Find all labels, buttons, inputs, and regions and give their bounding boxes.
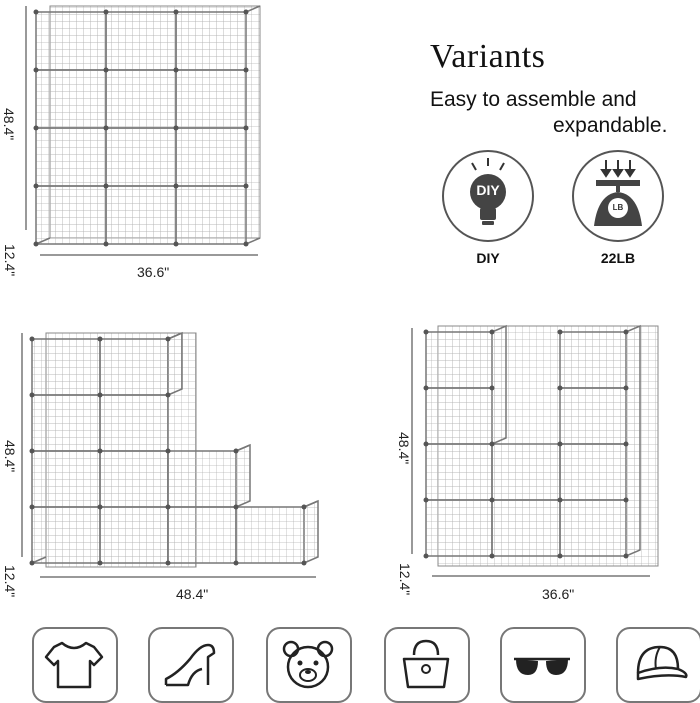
weight-scale-icon (572, 150, 664, 242)
high-heel-icon (148, 627, 234, 703)
weight-badge: LB (612, 203, 624, 212)
diy-bulb-icon (442, 150, 534, 242)
feature-diy (438, 150, 538, 266)
teddy-bear-icon (266, 627, 352, 703)
variant-12-cube-height: 48.4" (1, 108, 17, 141)
variant-stair-height: 48.4" (2, 440, 18, 473)
feature-weight-label: 22LB (600, 250, 636, 266)
variant-stair-depth: 12.4" (2, 565, 18, 598)
variant-u-shape-height: 48.4" (396, 432, 412, 465)
diy-badge: DIY (476, 182, 500, 198)
handbag-icon (384, 627, 470, 703)
variant-stair-illustration (20, 325, 340, 590)
tagline-line-1: Easy to assemble and (430, 88, 637, 111)
variant-12-cube-illustration (20, 0, 280, 265)
cap-icon (616, 627, 700, 703)
tagline-line-2: expandable. (553, 114, 668, 137)
variant-12-cube-width: 36.6" (137, 264, 170, 280)
feature-diy-label: DIY (476, 250, 500, 266)
section-title: Variants (430, 38, 546, 75)
variant-12-cube-depth: 12.4" (2, 244, 18, 277)
feature-weight (568, 150, 668, 266)
tshirt-icon (32, 627, 118, 703)
variant-u-shape-illustration (410, 318, 670, 588)
variant-u-shape-width: 36.6" (542, 586, 575, 602)
variant-u-shape-depth: 12.4" (397, 563, 413, 596)
sunglasses-icon (500, 627, 586, 703)
variant-stair-width: 48.4" (176, 586, 209, 602)
